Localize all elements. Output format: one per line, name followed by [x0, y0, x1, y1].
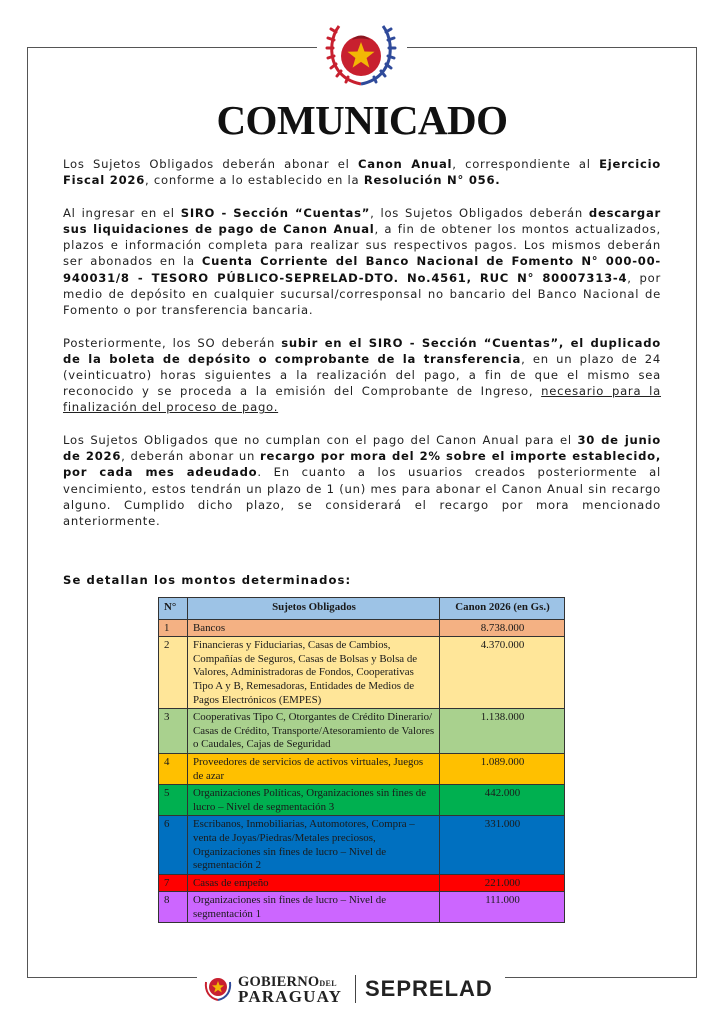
frame-top-border-left [27, 47, 317, 48]
row-subjects: Bancos [188, 620, 440, 637]
row-subjects: Organizaciones Políticas, Organizaciones sin fines de lucro – Nivel de segmentación 3 [188, 785, 440, 815]
row-subjects: Casas de empeño [188, 875, 440, 892]
row-amount: 221.000 [484, 876, 521, 889]
frame-top-border-right [407, 47, 697, 48]
row-number: 5 [159, 785, 188, 815]
row-amount: 1.138.000 [480, 711, 525, 724]
paragraph-recargo-mora: Los Sujetos Obligados que no cumplan con el pago del Canon Anual para el 30 de junio de 2026, deberán abonar un recargo por mora del 2% sobre el importe establecido, por cada mes adeudado. En cuanto a los usuarios creados posteriormente al vencimiento, estos tendrán un plazo de 1 (un) mes para abonar el Canon Anual sin recargo alguno. Cumplido dicho plazo, se considerará el recargo por mora mencionado anteriormente. [63, 433, 661, 529]
frame-right-border [696, 47, 697, 977]
table-header-row [159, 598, 564, 619]
frame-left-border [27, 47, 28, 977]
footer-separator [355, 975, 356, 1003]
paragraph-siro-liquidaciones: Al ingresar en el SIRO - Sección “Cuentas”, los Sujetos Obligados deberán descargar sus liquidaciones de pago de Canon Anual, a fin de obtener los montos actualizados, plazos e información completa para realizar sus respectivos pagos. Los mismos deberán ser abonados en la Cuenta Corriente del Banco Nacional de Fomento N° 000-00-940031/8 - TESORO PÚBLICO-SEPRELAD-DTO. No.4561, RUC N° 80007313-4, por medio de depósito en cualquier sucursal/corresponsal no bancario del Banco Nacional de Fomento o por transferencia bancaria. [63, 205, 661, 318]
row-amount: 4.370.000 [480, 639, 525, 652]
canon-table [158, 597, 565, 923]
frame-bottom-border-left [27, 977, 197, 978]
row-number: 2 [159, 637, 188, 708]
table-row [159, 636, 564, 708]
body-text [63, 156, 661, 546]
government-logo-line2: PARAGUAY [238, 987, 343, 1006]
row-subjects: Organizaciones sin fines de lucro – Nivel de segmentación 1 [188, 892, 440, 922]
table-row [159, 619, 564, 637]
row-subjects: Escribanos, Inmobiliarias, Automotores, Compra – venta de Joyas/Piedras/Metales preciosos, Organizaciones sin fines de lucro – Nivel de segmentación 2 [188, 816, 440, 873]
government-logo-line1: GOBIERNODEL [238, 974, 338, 990]
row-amount: 8.738.000 [480, 621, 525, 634]
table-row [159, 708, 564, 753]
row-subjects: Proveedores de servicios de activos virtuales, Juegos de azar [188, 754, 440, 784]
frame-bottom-border-right [505, 977, 697, 978]
row-number: 8 [159, 892, 188, 922]
agency-logo: SEPRELAD [365, 976, 493, 1001]
row-amount: 442.000 [484, 787, 521, 800]
row-subjects: Cooperativas Tipo C, Otorgantes de Crédito Dinerario/ Casas de Crédito, Transporte/Atesoramiento de Valores o Caudales, Cajas de Seguridad [188, 709, 440, 753]
row-subjects: Financieras y Fiduciarias, Casas de Cambios, Compañías de Seguros, Casas de Bolsas y Bolsa de Valores, Administradoras de Fondos, Cooperativas Tipo A y B, Remesadoras, Entidades de Medios de Pagos Electrónicos (EMPES) [188, 637, 440, 708]
table-row [159, 784, 564, 815]
row-number: 7 [159, 875, 188, 892]
row-number: 3 [159, 709, 188, 753]
table-heading: Se detallan los montos determinados: [63, 573, 352, 587]
row-amount: 111.000 [485, 894, 520, 907]
page-title: COMUNICADO [216, 97, 508, 143]
column-header-amount: Canon 2026 (en Gs.) [455, 601, 550, 613]
table-row [159, 874, 564, 892]
table-row [159, 753, 564, 784]
row-amount: 1.089.000 [480, 755, 525, 768]
paragraph-comprobante: Posteriormente, los SO deberán subir en el SIRO - Sección “Cuentas”, el duplicado de la boleta de depósito o comprobante de la transferencia, en un plazo de 24 (veinticuatro) horas siguientes a la realización del pago, a fin de que el mismo sea reconocido y se proceda a la emisión del Comprobante de Ingreso, necesario para la finalización del proceso de pago. [63, 335, 662, 415]
table-row [159, 815, 564, 873]
row-number: 4 [159, 754, 188, 784]
row-amount: 331.000 [484, 818, 521, 831]
column-header-number: N° [159, 598, 188, 619]
paragraph-canon-anual: Los Sujetos Obligados deberán abonar el Canon Anual, correspondiente al Ejercicio Fiscal 2026, conforme a lo establecido en la Resolución N° 056. [63, 157, 662, 188]
row-number: 6 [159, 816, 188, 873]
paraguay-coat-of-arms-icon [203, 972, 233, 1002]
table-row [159, 891, 564, 922]
paraguay-coat-of-arms-icon [322, 18, 400, 90]
column-header-subjects: Sujetos Obligados [188, 598, 440, 619]
row-number: 1 [159, 620, 188, 637]
